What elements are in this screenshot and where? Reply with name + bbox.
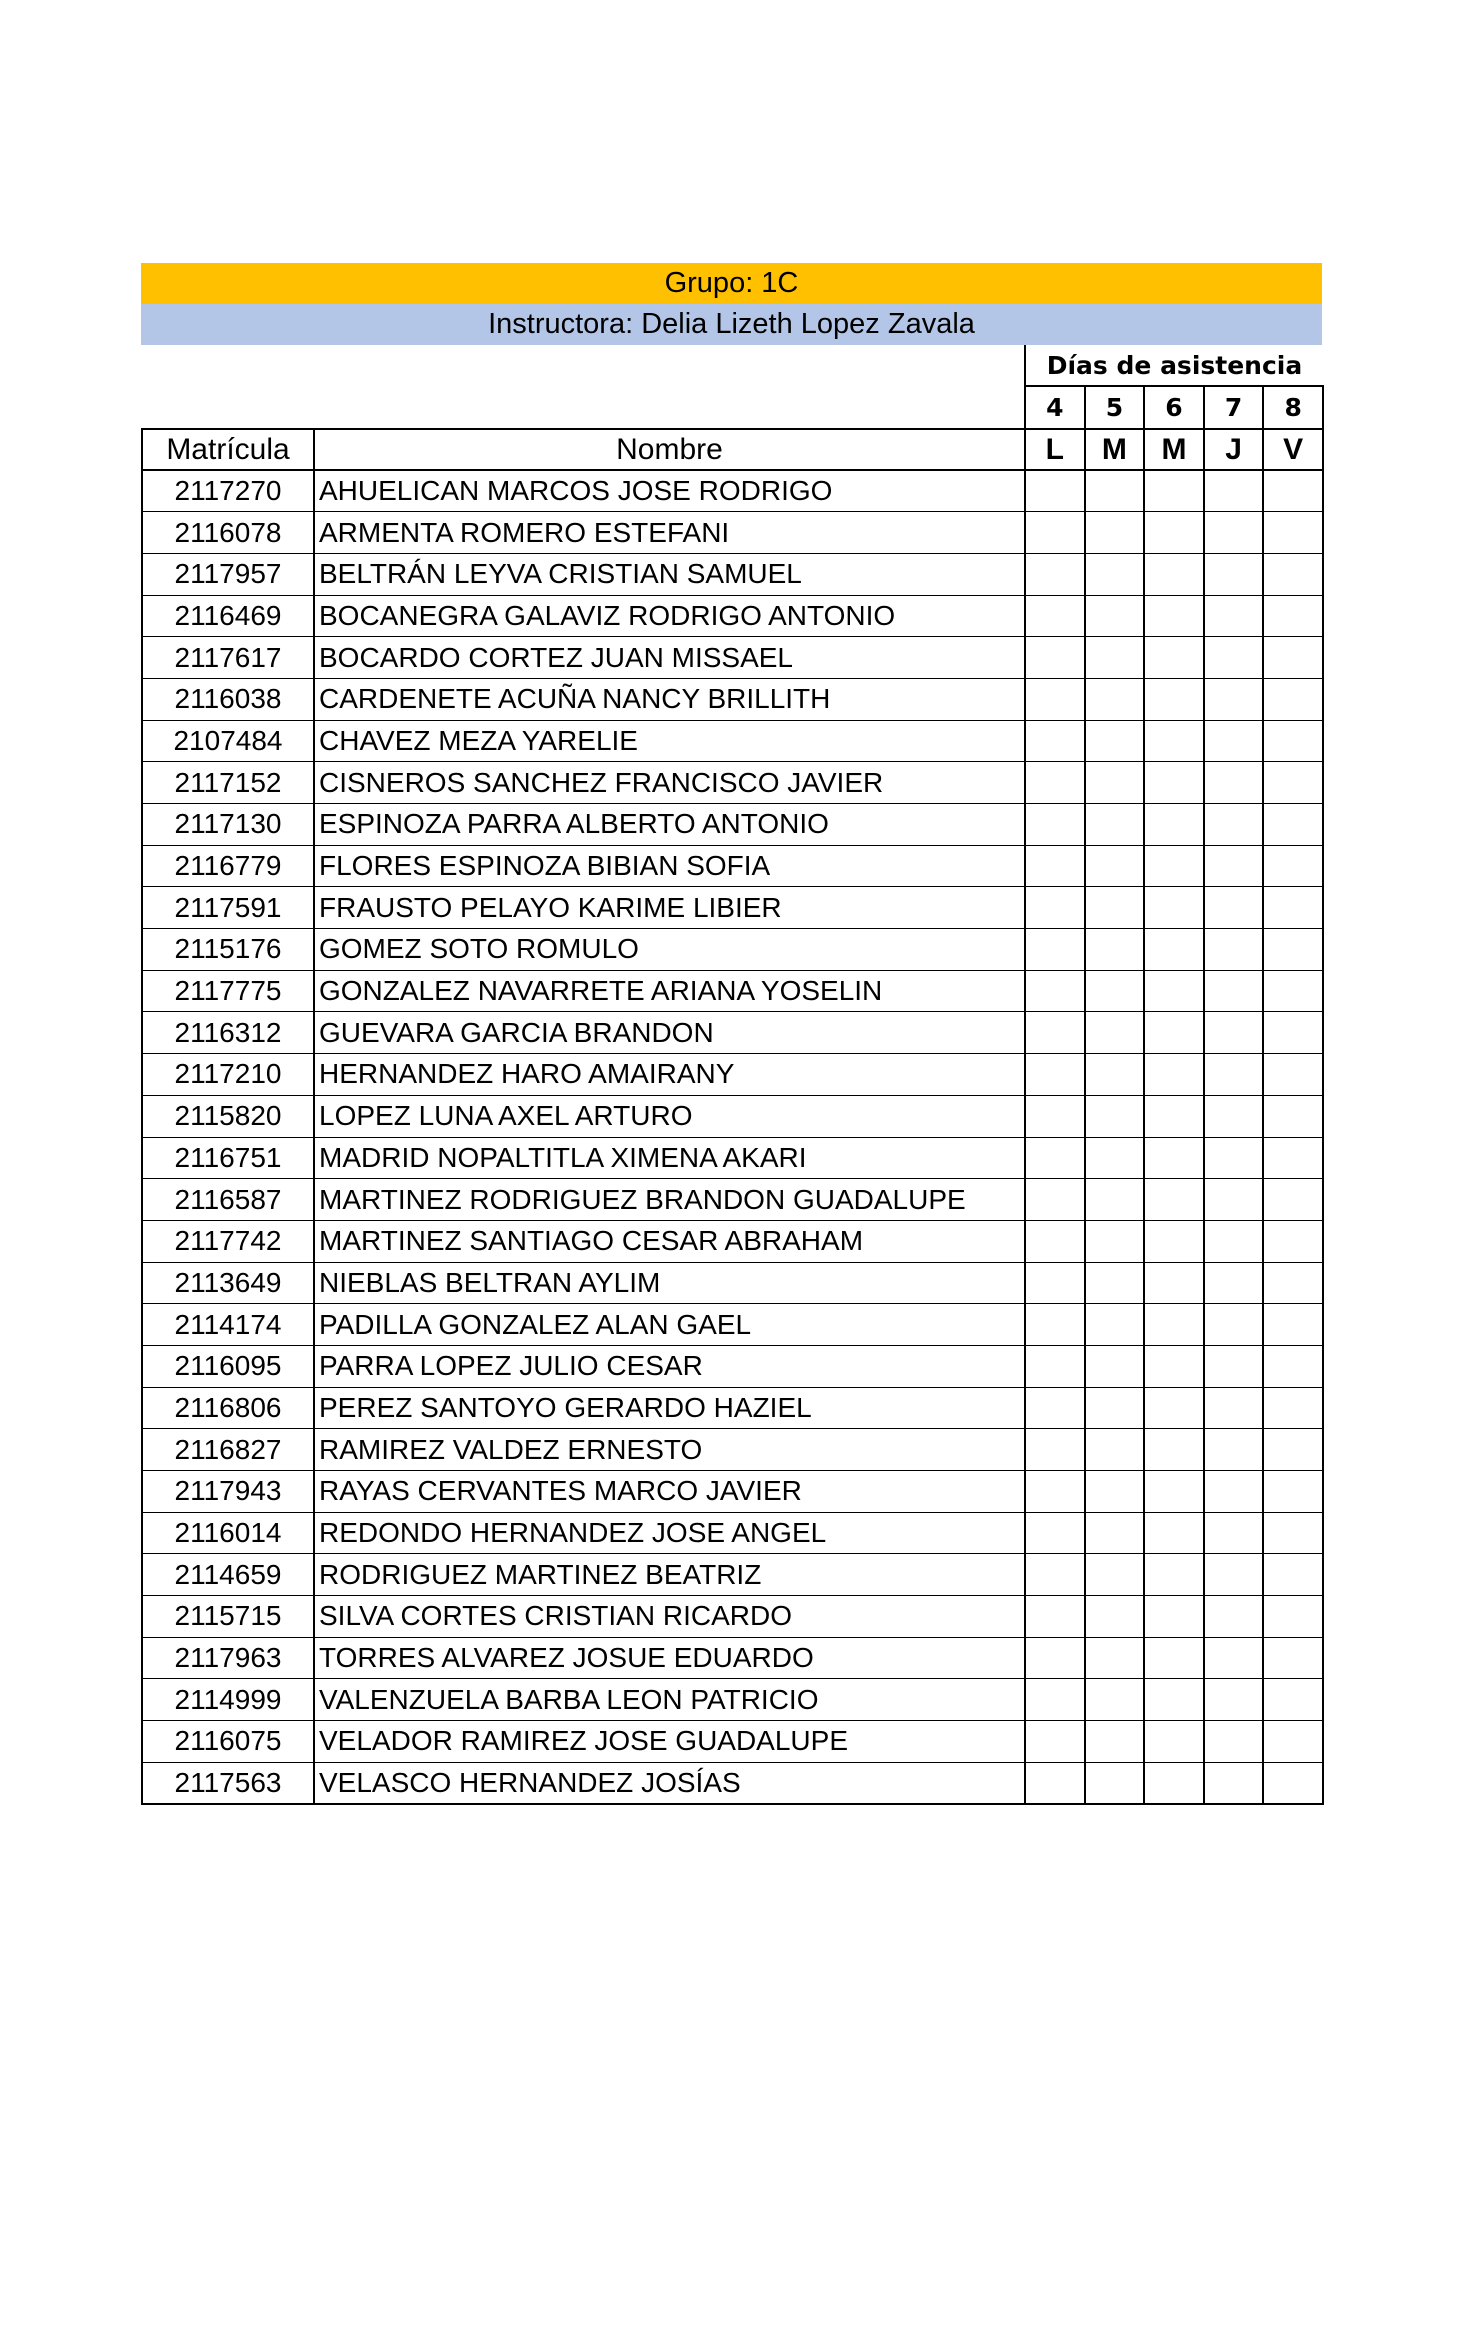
attendance-cell[interactable]: [1144, 1721, 1204, 1763]
student-id: 2117130: [142, 804, 314, 846]
attendance-cell[interactable]: [1025, 1762, 1085, 1804]
student-id: 2117270: [142, 470, 314, 512]
attendance-cell[interactable]: [1085, 845, 1145, 887]
attendance-cell[interactable]: [1085, 1262, 1145, 1304]
attendance-cell[interactable]: [1263, 1137, 1323, 1179]
attendance-cell[interactable]: [1025, 512, 1085, 554]
attendance-cell[interactable]: [1025, 1429, 1085, 1471]
attendance-cell[interactable]: [1204, 1471, 1264, 1513]
table-row: [142, 762, 1323, 804]
attendance-cell[interactable]: [1144, 1137, 1204, 1179]
attendance-cell[interactable]: [1025, 845, 1085, 887]
student-id: 2107484: [142, 720, 314, 762]
student-id: 2117210: [142, 1054, 314, 1096]
attendance-cell[interactable]: [1204, 1554, 1264, 1596]
attendance-cell[interactable]: [1144, 1596, 1204, 1638]
attendance-cell[interactable]: [1204, 1512, 1264, 1554]
table-row: [142, 1679, 1323, 1721]
attendance-cell[interactable]: [1263, 1679, 1323, 1721]
nombre-header: Nombre: [314, 429, 1025, 470]
table-row: [142, 804, 1323, 846]
student-name: ESPINOZA PARRA ALBERTO ANTONIO: [314, 804, 1025, 846]
table-row: [142, 1471, 1323, 1513]
student-name: GONZALEZ NAVARRETE ARIANA YOSELIN: [314, 970, 1025, 1012]
instructor-banner: Instructora: Delia Lizeth Lopez Zavala: [141, 304, 1322, 345]
attendance-cell[interactable]: [1144, 762, 1204, 804]
day-number-row: [142, 386, 1323, 429]
attendance-cell[interactable]: [1204, 929, 1264, 971]
student-id: 2116095: [142, 1345, 314, 1387]
attendance-cell[interactable]: [1025, 1471, 1085, 1513]
attendance-cell[interactable]: [1085, 1345, 1145, 1387]
student-id: 2114659: [142, 1554, 314, 1596]
attendance-cell[interactable]: [1085, 512, 1145, 554]
attendance-cell[interactable]: [1025, 637, 1085, 679]
attendance-cell[interactable]: [1144, 1512, 1204, 1554]
table-row: [142, 1429, 1323, 1471]
student-id: 2116469: [142, 595, 314, 637]
attendance-cell[interactable]: [1144, 804, 1204, 846]
attendance-cell[interactable]: [1204, 1179, 1264, 1221]
attendance-table: [141, 345, 1324, 1805]
student-id: 2117957: [142, 553, 314, 595]
attendance-cell[interactable]: [1263, 762, 1323, 804]
attendance-cell[interactable]: [1263, 1012, 1323, 1054]
table-row: [142, 1012, 1323, 1054]
attendance-cell[interactable]: [1025, 720, 1085, 762]
table-row: [142, 1512, 1323, 1554]
student-id: 2117742: [142, 1220, 314, 1262]
attendance-cell[interactable]: [1144, 1095, 1204, 1137]
attendance-cell[interactable]: [1085, 595, 1145, 637]
attendance-cell[interactable]: [1025, 595, 1085, 637]
attendance-cell[interactable]: [1144, 470, 1204, 512]
table-row: [142, 1596, 1323, 1638]
attendance-cell[interactable]: [1263, 1304, 1323, 1346]
student-name: GUEVARA GARCIA BRANDON: [314, 1012, 1025, 1054]
attendance-cell[interactable]: [1085, 1095, 1145, 1137]
attendance-cell[interactable]: [1025, 887, 1085, 929]
attendance-cell[interactable]: [1025, 1012, 1085, 1054]
student-name: SILVA CORTES CRISTIAN RICARDO: [314, 1596, 1025, 1638]
attendance-cell[interactable]: [1204, 1262, 1264, 1304]
attendance-sheet: [141, 263, 1322, 1805]
attendance-cell[interactable]: [1085, 1012, 1145, 1054]
attendance-cell[interactable]: [1025, 1054, 1085, 1096]
attendance-cell[interactable]: [1144, 1054, 1204, 1096]
attendance-cell[interactable]: [1025, 1179, 1085, 1221]
attendance-cell[interactable]: [1085, 720, 1145, 762]
attendance-cell[interactable]: [1263, 1429, 1323, 1471]
attendance-cell[interactable]: [1204, 678, 1264, 720]
attendance-cell[interactable]: [1025, 1262, 1085, 1304]
day-number: 7: [1204, 386, 1264, 429]
attendance-cell[interactable]: [1204, 637, 1264, 679]
attendance-cell[interactable]: [1144, 887, 1204, 929]
attendance-cell[interactable]: [1263, 970, 1323, 1012]
header-spacer: [142, 345, 1025, 386]
attendance-cell[interactable]: [1025, 1512, 1085, 1554]
student-name: AHUELICAN MARCOS JOSE RODRIGO: [314, 470, 1025, 512]
table-row: [142, 720, 1323, 762]
student-name: NIEBLAS BELTRAN AYLIM: [314, 1262, 1025, 1304]
day-letter: M: [1085, 429, 1145, 470]
student-name: BOCARDO CORTEZ JUAN MISSAEL: [314, 637, 1025, 679]
day-letter: J: [1204, 429, 1264, 470]
attendance-cell[interactable]: [1204, 762, 1264, 804]
attendance-cell[interactable]: [1263, 804, 1323, 846]
student-id: 2116806: [142, 1387, 314, 1429]
student-name: BELTRÁN LEYVA CRISTIAN SAMUEL: [314, 553, 1025, 595]
attendance-cell[interactable]: [1085, 1471, 1145, 1513]
attendance-cell[interactable]: [1263, 1554, 1323, 1596]
attendance-cell[interactable]: [1204, 1345, 1264, 1387]
group-banner: Grupo: 1C: [141, 263, 1322, 304]
student-name: VALENZUELA BARBA LEON PATRICIO: [314, 1679, 1025, 1721]
attendance-cell[interactable]: [1204, 887, 1264, 929]
attendance-cell[interactable]: [1085, 637, 1145, 679]
student-id: 2114174: [142, 1304, 314, 1346]
attendance-cell[interactable]: [1204, 470, 1264, 512]
attendance-cell[interactable]: [1025, 1137, 1085, 1179]
matricula-header: Matrícula: [142, 429, 314, 470]
attendance-cell[interactable]: [1204, 970, 1264, 1012]
attendance-cell[interactable]: [1025, 553, 1085, 595]
attendance-cell[interactable]: [1263, 1220, 1323, 1262]
attendance-cell[interactable]: [1263, 1345, 1323, 1387]
attendance-cell[interactable]: [1025, 970, 1085, 1012]
table-row: [142, 1345, 1323, 1387]
attendance-cell[interactable]: [1144, 1762, 1204, 1804]
attendance-cell[interactable]: [1085, 1512, 1145, 1554]
table-row: [142, 553, 1323, 595]
attendance-cell[interactable]: [1144, 1262, 1204, 1304]
attendance-cell[interactable]: [1204, 720, 1264, 762]
student-name: BOCANEGRA GALAVIZ RODRIGO ANTONIO: [314, 595, 1025, 637]
student-id: 2115820: [142, 1095, 314, 1137]
attendance-cell[interactable]: [1204, 1762, 1264, 1804]
attendance-cell[interactable]: [1085, 929, 1145, 971]
attendance-cell[interactable]: [1085, 1596, 1145, 1638]
student-name: FRAUSTO PELAYO KARIME LIBIER: [314, 887, 1025, 929]
day-letter: V: [1263, 429, 1323, 470]
attendance-cell[interactable]: [1144, 1012, 1204, 1054]
student-name: TORRES ALVAREZ JOSUE EDUARDO: [314, 1637, 1025, 1679]
attendance-cell[interactable]: [1085, 804, 1145, 846]
student-name: FLORES ESPINOZA BIBIAN SOFIA: [314, 845, 1025, 887]
student-id: 2116038: [142, 678, 314, 720]
attendance-cell[interactable]: [1204, 1429, 1264, 1471]
attendance-cell[interactable]: [1263, 1262, 1323, 1304]
attendance-cell[interactable]: [1263, 720, 1323, 762]
attendance-cell[interactable]: [1025, 1554, 1085, 1596]
student-id: 2117591: [142, 887, 314, 929]
table-row: [142, 1095, 1323, 1137]
attendance-cell[interactable]: [1204, 1679, 1264, 1721]
student-rows: [142, 470, 1323, 1804]
attendance-cell[interactable]: [1204, 1596, 1264, 1638]
student-name: RAMIREZ VALDEZ ERNESTO: [314, 1429, 1025, 1471]
attendance-cell[interactable]: [1144, 1345, 1204, 1387]
attendance-cell[interactable]: [1263, 1512, 1323, 1554]
day-number: 6: [1144, 386, 1204, 429]
attendance-cell[interactable]: [1144, 1637, 1204, 1679]
attendance-cell[interactable]: [1263, 678, 1323, 720]
table-row: [142, 1220, 1323, 1262]
table-row: [142, 470, 1323, 512]
attendance-cell[interactable]: [1144, 512, 1204, 554]
attendance-cell[interactable]: [1085, 678, 1145, 720]
student-name: PADILLA GONZALEZ ALAN GAEL: [314, 1304, 1025, 1346]
student-name: RODRIGUEZ MARTINEZ BEATRIZ: [314, 1554, 1025, 1596]
student-id: 2116078: [142, 512, 314, 554]
attendance-cell[interactable]: [1144, 1679, 1204, 1721]
student-id: 2117617: [142, 637, 314, 679]
student-id: 2116075: [142, 1721, 314, 1763]
table-row: [142, 1762, 1323, 1804]
attendance-cell[interactable]: [1085, 553, 1145, 595]
table-row: [142, 845, 1323, 887]
day-number: 8: [1263, 386, 1323, 429]
attendance-cell[interactable]: [1025, 1095, 1085, 1137]
attendance-cell[interactable]: [1263, 1762, 1323, 1804]
attendance-cell[interactable]: [1144, 970, 1204, 1012]
table-row: [142, 887, 1323, 929]
student-name: REDONDO HERNANDEZ JOSE ANGEL: [314, 1512, 1025, 1554]
attendance-cell[interactable]: [1025, 1387, 1085, 1429]
attendance-cell[interactable]: [1263, 1387, 1323, 1429]
table-row: [142, 1054, 1323, 1096]
attendance-cell[interactable]: [1085, 887, 1145, 929]
table-row: [142, 1304, 1323, 1346]
attendance-cell[interactable]: [1085, 1220, 1145, 1262]
attendance-cell[interactable]: [1085, 1679, 1145, 1721]
student-id: 2116312: [142, 1012, 314, 1054]
student-name: LOPEZ LUNA AXEL ARTURO: [314, 1095, 1025, 1137]
table-row: [142, 595, 1323, 637]
day-number: 5: [1085, 386, 1145, 429]
attendance-cell[interactable]: [1025, 1220, 1085, 1262]
table-row: [142, 1137, 1323, 1179]
student-id: 2116751: [142, 1137, 314, 1179]
attendance-cell[interactable]: [1263, 553, 1323, 595]
student-id: 2117152: [142, 762, 314, 804]
day-letter: M: [1144, 429, 1204, 470]
attendance-cell[interactable]: [1204, 845, 1264, 887]
student-name: PEREZ SANTOYO GERARDO HAZIEL: [314, 1387, 1025, 1429]
student-name: RAYAS CERVANTES MARCO JAVIER: [314, 1471, 1025, 1513]
attendance-cell[interactable]: [1263, 1179, 1323, 1221]
attendance-cell[interactable]: [1085, 1304, 1145, 1346]
table-row: [142, 970, 1323, 1012]
attendance-cell[interactable]: [1025, 1679, 1085, 1721]
table-row: [142, 1554, 1323, 1596]
attendance-cell[interactable]: [1025, 1345, 1085, 1387]
attendance-cell[interactable]: [1144, 720, 1204, 762]
student-id: 2116014: [142, 1512, 314, 1554]
student-name: VELASCO HERNANDEZ JOSÍAS: [314, 1762, 1025, 1804]
attendance-cell[interactable]: [1025, 762, 1085, 804]
attendance-cell[interactable]: [1025, 1304, 1085, 1346]
student-id: 2115715: [142, 1596, 314, 1638]
attendance-cell[interactable]: [1263, 929, 1323, 971]
attendance-cell[interactable]: [1204, 1054, 1264, 1096]
table-row: [142, 637, 1323, 679]
attendance-cell[interactable]: [1085, 1554, 1145, 1596]
attendance-cell[interactable]: [1025, 1637, 1085, 1679]
attendance-cell[interactable]: [1144, 1554, 1204, 1596]
student-id: 2116587: [142, 1179, 314, 1221]
student-name: GOMEZ SOTO ROMULO: [314, 929, 1025, 971]
attendance-cell[interactable]: [1144, 1387, 1204, 1429]
student-id: 2117775: [142, 970, 314, 1012]
attendance-cell[interactable]: [1085, 1637, 1145, 1679]
table-row: [142, 1721, 1323, 1763]
attendance-cell[interactable]: [1204, 804, 1264, 846]
student-id: 2114999: [142, 1679, 314, 1721]
attendance-cell[interactable]: [1144, 1179, 1204, 1221]
table-row: [142, 1387, 1323, 1429]
attendance-cell[interactable]: [1144, 1471, 1204, 1513]
attendance-cell[interactable]: [1085, 1054, 1145, 1096]
attendance-cell[interactable]: [1263, 887, 1323, 929]
attendance-cell[interactable]: [1144, 1220, 1204, 1262]
attendance-cell[interactable]: [1144, 1304, 1204, 1346]
attendance-cell[interactable]: [1263, 470, 1323, 512]
attendance-cell[interactable]: [1085, 970, 1145, 1012]
attendance-cell[interactable]: [1204, 1721, 1264, 1763]
attendance-cell[interactable]: [1144, 637, 1204, 679]
attendance-cell[interactable]: [1144, 678, 1204, 720]
attendance-cell[interactable]: [1204, 595, 1264, 637]
attendance-cell[interactable]: [1085, 762, 1145, 804]
attendance-cell[interactable]: [1144, 1429, 1204, 1471]
student-name: CHAVEZ MEZA YARELIE: [314, 720, 1025, 762]
attendance-cell[interactable]: [1263, 1471, 1323, 1513]
attendance-cell[interactable]: [1144, 845, 1204, 887]
attendance-cell[interactable]: [1204, 1387, 1264, 1429]
attendance-cell[interactable]: [1263, 1095, 1323, 1137]
attendance-cell[interactable]: [1204, 1220, 1264, 1262]
attendance-cell[interactable]: [1144, 553, 1204, 595]
student-name: PARRA LOPEZ JULIO CESAR: [314, 1345, 1025, 1387]
student-id: 2116779: [142, 845, 314, 887]
attendance-cell[interactable]: [1025, 929, 1085, 971]
attendance-cell[interactable]: [1025, 1721, 1085, 1763]
attendance-cell[interactable]: [1263, 1721, 1323, 1763]
attendance-cell[interactable]: [1204, 1095, 1264, 1137]
student-name: CISNEROS SANCHEZ FRANCISCO JAVIER: [314, 762, 1025, 804]
table-row: [142, 929, 1323, 971]
student-id: 2117563: [142, 1762, 314, 1804]
table-row: [142, 1179, 1323, 1221]
table-row: [142, 1637, 1323, 1679]
attendance-cell[interactable]: [1263, 512, 1323, 554]
student-id: 2116827: [142, 1429, 314, 1471]
attendance-cell[interactable]: [1085, 470, 1145, 512]
attendance-cell[interactable]: [1085, 1387, 1145, 1429]
student-name: MADRID NOPALTITLA XIMENA AKARI: [314, 1137, 1025, 1179]
attendance-cell[interactable]: [1263, 1637, 1323, 1679]
student-id: 2113649: [142, 1262, 314, 1304]
attendance-cell[interactable]: [1204, 1637, 1264, 1679]
day-number: 4: [1025, 386, 1085, 429]
student-id: 2117943: [142, 1471, 314, 1513]
student-id: 2115176: [142, 929, 314, 971]
attendance-cell[interactable]: [1204, 1137, 1264, 1179]
attendance-cell[interactable]: [1025, 470, 1085, 512]
student-name: CARDENETE ACUÑA NANCY BRILLITH: [314, 678, 1025, 720]
student-name: ARMENTA ROMERO ESTEFANI: [314, 512, 1025, 554]
attendance-cell[interactable]: [1263, 637, 1323, 679]
attendance-cell[interactable]: [1085, 1179, 1145, 1221]
day-letter: L: [1025, 429, 1085, 470]
attendance-cell[interactable]: [1263, 595, 1323, 637]
student-name: MARTINEZ SANTIAGO CESAR ABRAHAM: [314, 1220, 1025, 1262]
attendance-cell[interactable]: [1204, 553, 1264, 595]
table-row: [142, 512, 1323, 554]
attendance-cell[interactable]: [1025, 804, 1085, 846]
column-header-row: [142, 429, 1323, 470]
attendance-cell[interactable]: [1085, 1137, 1145, 1179]
attendance-cell[interactable]: [1263, 1596, 1323, 1638]
student-id: 2117963: [142, 1637, 314, 1679]
attendance-cell[interactable]: [1144, 595, 1204, 637]
attendance-days-header: Días de asistencia: [1025, 345, 1323, 386]
attendance-cell[interactable]: [1204, 1012, 1264, 1054]
student-name: VELADOR RAMIREZ JOSE GUADALUPE: [314, 1721, 1025, 1763]
student-name: MARTINEZ RODRIGUEZ BRANDON GUADALUPE: [314, 1179, 1025, 1221]
table-row: [142, 678, 1323, 720]
student-name: HERNANDEZ HARO AMAIRANY: [314, 1054, 1025, 1096]
attendance-cell[interactable]: [1204, 512, 1264, 554]
attendance-cell[interactable]: [1263, 1054, 1323, 1096]
attendance-cell[interactable]: [1085, 1762, 1145, 1804]
attendance-cell[interactable]: [1204, 1304, 1264, 1346]
attendance-cell[interactable]: [1144, 929, 1204, 971]
attendance-cell[interactable]: [1085, 1721, 1145, 1763]
attendance-cell[interactable]: [1025, 1596, 1085, 1638]
attendance-cell[interactable]: [1025, 678, 1085, 720]
table-row: [142, 1262, 1323, 1304]
attendance-cell[interactable]: [1263, 845, 1323, 887]
attendance-cell[interactable]: [1085, 1429, 1145, 1471]
